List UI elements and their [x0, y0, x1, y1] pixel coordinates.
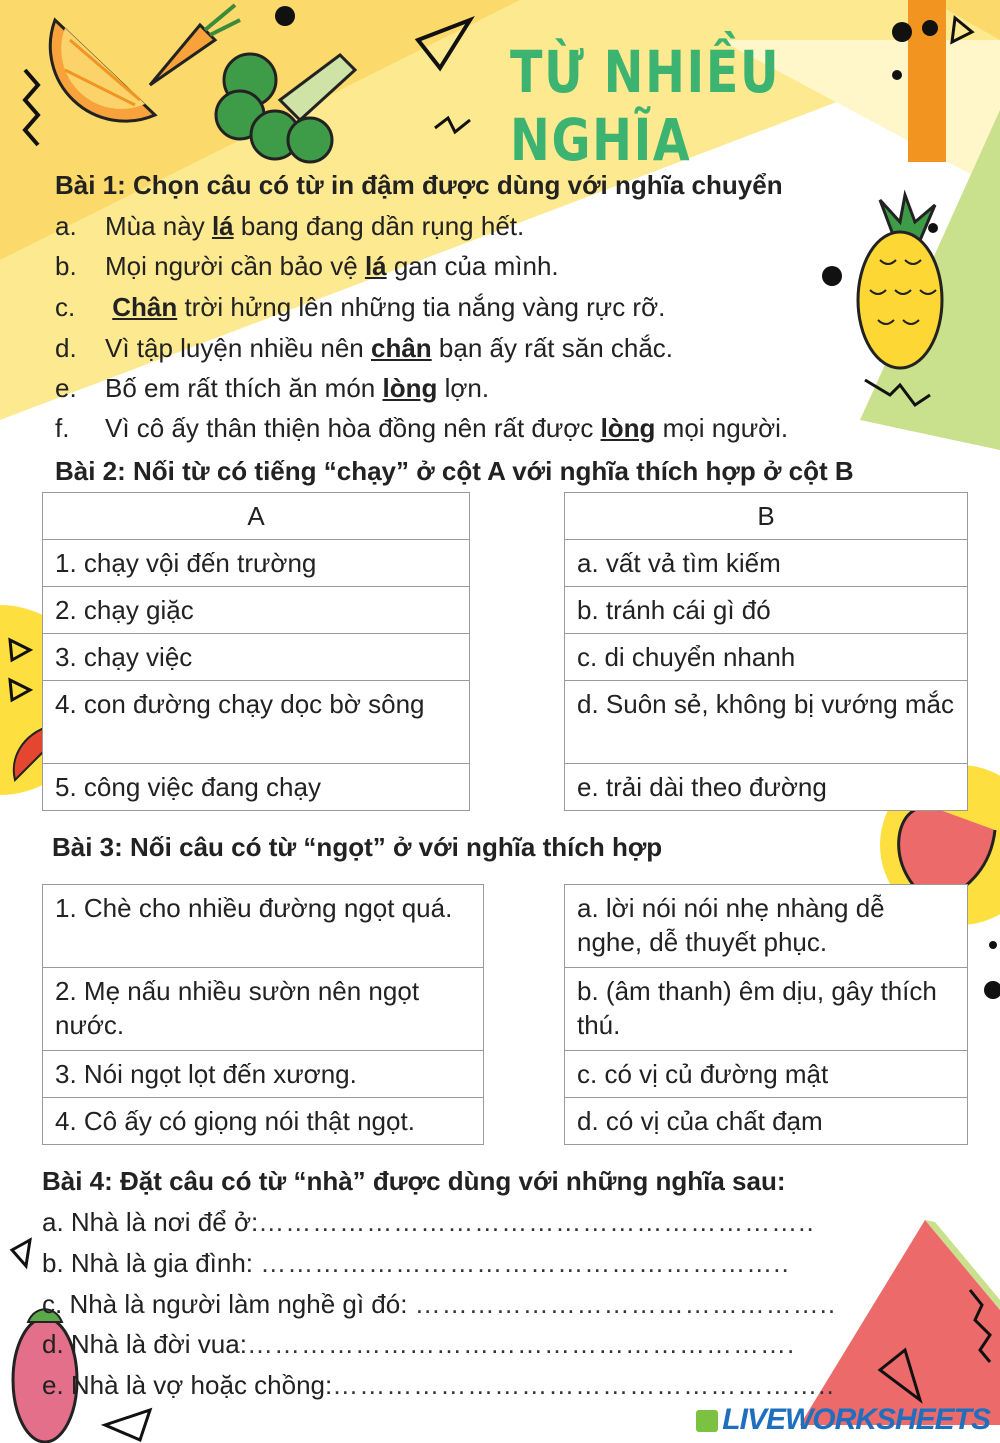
column-b-item[interactable]: c. có vị củ đường mật [565, 1051, 968, 1098]
bai1-option [55, 292, 665, 323]
bai2-heading: Bài 2: Nối từ có tiếng “chạy” ở cột A với nghĩa thích hợp ở cột B [55, 456, 854, 486]
option-letter: d. [55, 333, 77, 363]
column-b-item[interactable]: c. di chuyển nhanh [565, 634, 968, 681]
option-letter: c. [55, 292, 76, 322]
column-a-item[interactable]: 1. Chè cho nhiều đường ngọt quá. [43, 885, 484, 968]
column-b-item[interactable]: a. lời nói nói nhẹ nhàng dễ nghe, dễ thuyết phục. [565, 885, 968, 968]
option-text: gan của mình. [386, 251, 559, 281]
column-b-item[interactable]: a. vất vả tìm kiếm [565, 540, 968, 587]
line-label: b. Nhà là gia đình: [42, 1248, 261, 1278]
option-text: lợn. [437, 373, 490, 403]
option-text: mọi người. [655, 413, 789, 443]
column-a-item[interactable]: 3. chạy việc [43, 634, 470, 681]
answer-blank[interactable]: ……………………………………………………. [246, 1329, 796, 1359]
column-a-item[interactable]: 2. chạy giặc [43, 587, 470, 634]
bai4-heading: Bài 4: Đặt câu có từ “nhà” được dùng với những nghĩa sau: [42, 1166, 786, 1196]
liveworksheets-logo-icon [696, 1410, 718, 1432]
option-text: bang đang dần rụng hết. [233, 211, 525, 241]
page-title: TỪ NHIỀU NGHĨA [510, 38, 781, 174]
line-label: a. Nhà là nơi để ở: [42, 1207, 259, 1237]
column-a-item[interactable]: 4. con đường chạy dọc bờ sông [43, 681, 470, 764]
column-a-item[interactable]: 5. công việc đang chạy [43, 764, 470, 811]
column-a-item[interactable]: 1. chạy vội đến trường [43, 540, 470, 587]
answer-blank[interactable]: …………………………………………………….. [258, 1207, 815, 1237]
option-letter: e. [55, 373, 77, 403]
column-b-header: B [565, 493, 968, 540]
option-letter: a. [55, 211, 77, 241]
option-text: Mọi người cần bảo vệ [105, 251, 365, 281]
option-text: Vì cô ấy thân thiện hòa đồng nên rất được [105, 413, 601, 443]
option-bold-word: Chân [112, 292, 178, 322]
bai1-option [55, 251, 559, 282]
bai1-option [55, 373, 489, 404]
column-b-item[interactable]: b. (âm thanh) êm dịu, gây thích thú. [565, 968, 968, 1051]
column-a-header: A [43, 493, 470, 540]
bai3-column-a [42, 884, 484, 1145]
answer-blank[interactable]: ……………………………………………….. [332, 1370, 835, 1400]
bai1-option [55, 211, 524, 242]
option-bold-word: lá [364, 251, 387, 281]
bai1-option [55, 413, 788, 444]
bai2-column-b [564, 492, 968, 811]
option-bold-word: lòng [600, 413, 656, 443]
line-label: e. Nhà là vợ hoặc chồng: [42, 1370, 333, 1400]
bai4-line[interactable] [42, 1207, 815, 1238]
option-text: Mùa này [105, 211, 212, 241]
option-letter: b. [55, 251, 77, 281]
bai2-column-a [42, 492, 470, 811]
option-text: Bố em rất thích ăn món [105, 373, 383, 403]
pineapple-icon [858, 195, 942, 368]
column-b-item[interactable]: d. có vị của chất đạm [565, 1098, 968, 1145]
column-a-item[interactable]: 2. Mẹ nấu nhiều sườn nên ngọt nước. [43, 968, 484, 1051]
option-bold-word: chân [370, 333, 432, 363]
bai1-heading: Bài 1: Chọn câu có từ in đậm được dùng với nghĩa chuyển [55, 170, 783, 200]
option-text: Vì tập luyện nhiều nên [105, 333, 371, 363]
bai3-heading: Bài 3: Nối câu có từ “ngọt” ở với nghĩa thích hợp [52, 832, 663, 862]
column-b-item[interactable]: b. tránh cái gì đó [565, 587, 968, 634]
option-bold-word: lòng [382, 373, 438, 403]
watermark-text: LIVEWORKSHEETS [722, 1403, 990, 1436]
answer-blank[interactable]: ………………………………………………….. [260, 1248, 790, 1278]
bai4-line[interactable] [42, 1370, 835, 1401]
option-text: trời hửng lên những tia nắng vàng rực rỡ. [177, 292, 666, 322]
bai4-line[interactable] [42, 1329, 795, 1360]
column-a-item[interactable]: 4. Cô ấy có giọng nói thật ngọt. [43, 1098, 484, 1145]
column-b-item[interactable]: e. trải dài theo đường [565, 764, 968, 811]
line-label: c. Nhà là người làm nghề gì đó: [42, 1289, 415, 1319]
liveworksheets-watermark [696, 1403, 990, 1437]
bai3-column-b [564, 884, 968, 1145]
option-bold-word: lá [211, 211, 234, 241]
column-b-item[interactable]: d. Suôn sẻ, không bị vướng mắc [565, 681, 968, 764]
column-a-item[interactable]: 3. Nói ngọt lọt đến xương. [43, 1051, 484, 1098]
option-text: bạn ấy rất săn chắc. [431, 333, 674, 363]
bai4-line[interactable] [42, 1248, 790, 1279]
bai4-line[interactable] [42, 1289, 836, 1320]
answer-blank[interactable]: ……………………………………….. [414, 1289, 837, 1319]
option-letter: f. [55, 413, 70, 443]
bai1-option [55, 333, 673, 364]
line-label: d. Nhà là đời vua: [42, 1329, 247, 1359]
